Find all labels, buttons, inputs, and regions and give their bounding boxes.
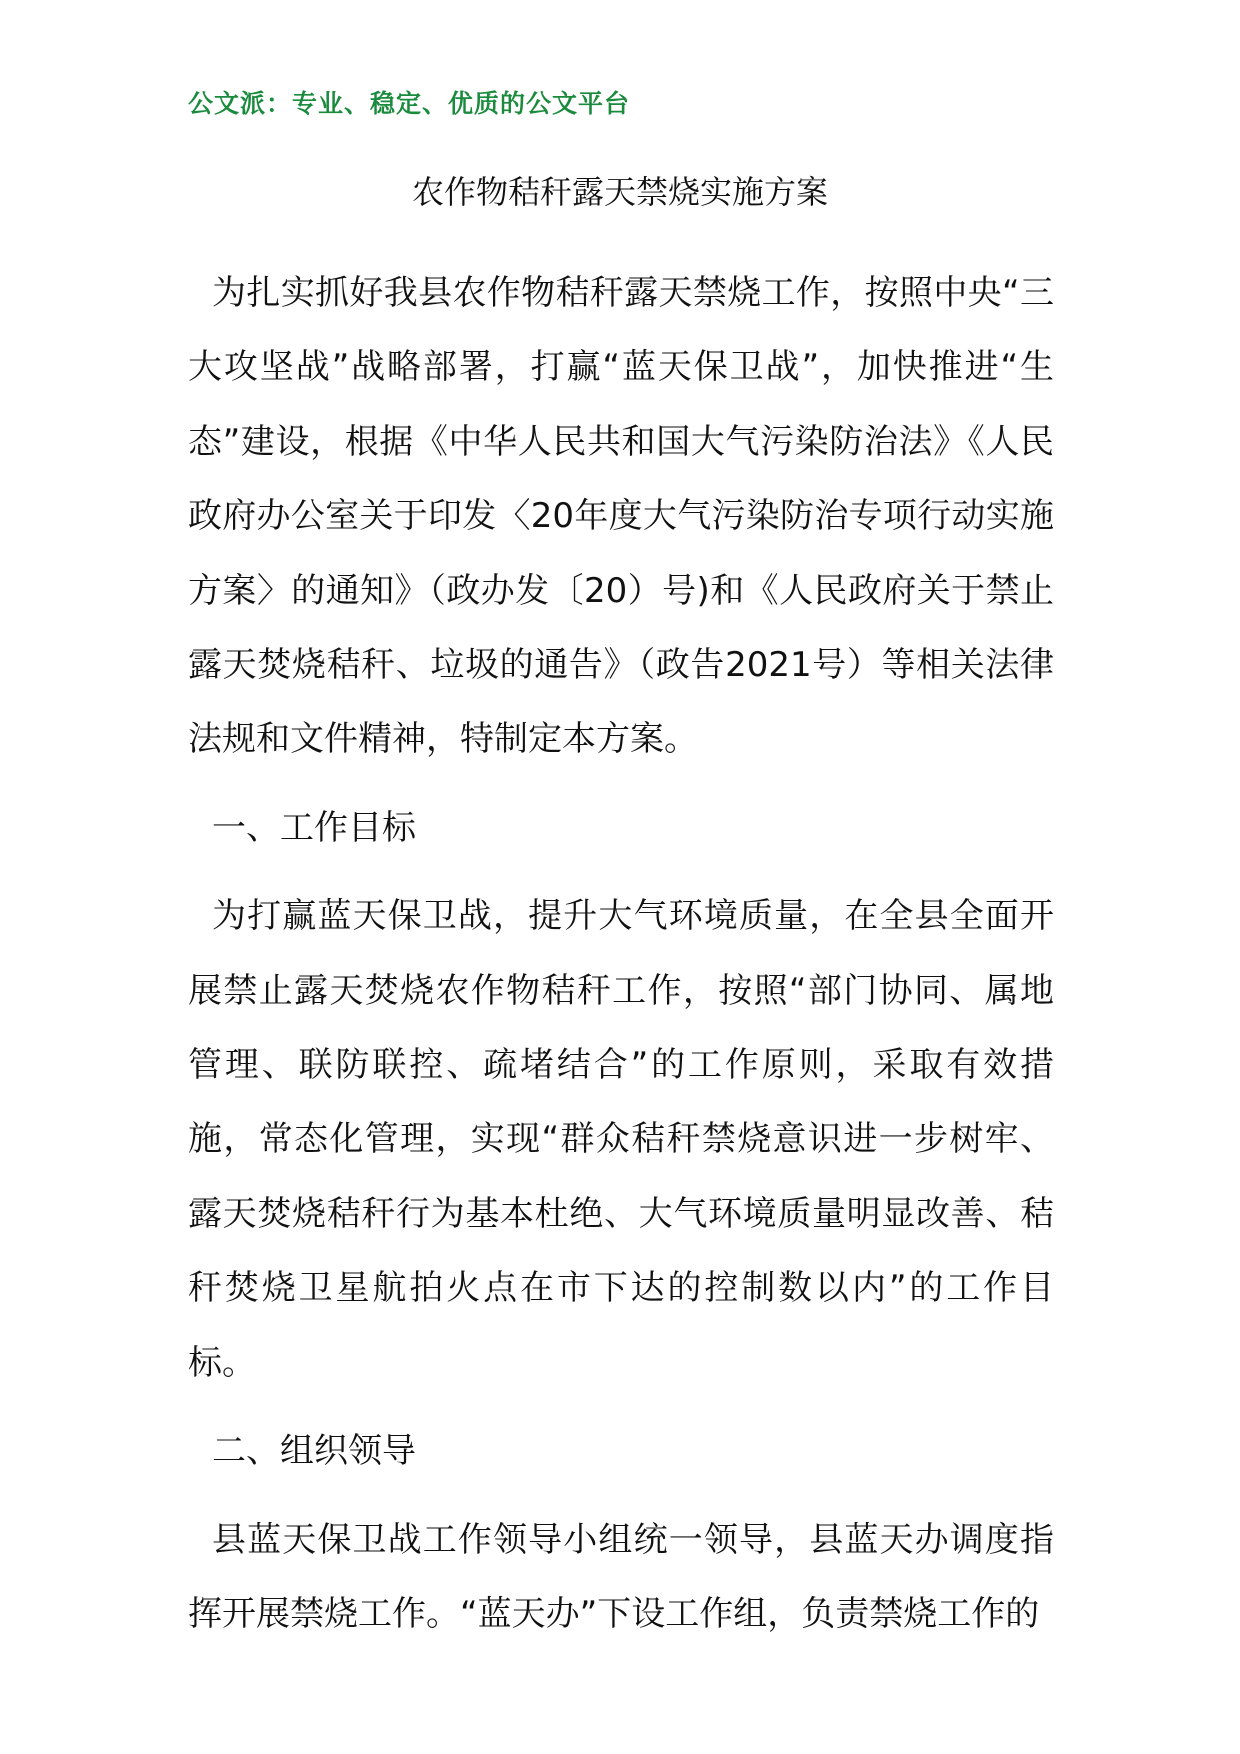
document-title: 农作物秸秆露天禁烧实施方案 — [411, 173, 828, 211]
brand-header: 公文派：专业、稳定、优质的公文平台 — [188, 89, 631, 118]
document-body — [188, 256, 1054, 1651]
leadership-paragraph: 县蓝天保卫战工作领导小组统一领导，县蓝天办调度指挥开展禁烧工作。“蓝天办”下设工作组，负责禁烧工作的 — [188, 1519, 1054, 1634]
section-heading-goals: 一、工作目标 — [212, 807, 416, 848]
intro-paragraph: 为扎实抓好我县农作物秸秆露天禁烧工作，按照中央“三大攻坚战”战略部署，打赢“蓝天保卫战”，加快推进“生态”建设，根据《中华人民共和国大气污染防治法》《人民政府办公室关于印发〈20年度大气污染防治专项行动实施方案〉的通知》（政办发〔20）号)和《人民政府关于禁止露天焚烧秸秆、垃圾的通告》（政告2021号）等相关法律法规和文件精神，特制定本方案。 — [188, 273, 1054, 760]
section-heading-leadership: 二、组织领导 — [212, 1431, 416, 1472]
goals-paragraph: 为打赢蓝天保卫战，提升大气环境质量，在全县全面开展禁止露天焚烧农作物秸秆工作，按照“部门协同、属地管理、联防联控、疏堵结合”的工作原则，采取有效措施，常态化管理，实现“群众秸秆禁烧意识进一步树牢、露天焚烧秸秆行为基本杜绝、大气环境质量明显改善、秸秆焚烧卫星航拍火点在市下达的控制数以内”的工作目标。 — [188, 896, 1054, 1383]
